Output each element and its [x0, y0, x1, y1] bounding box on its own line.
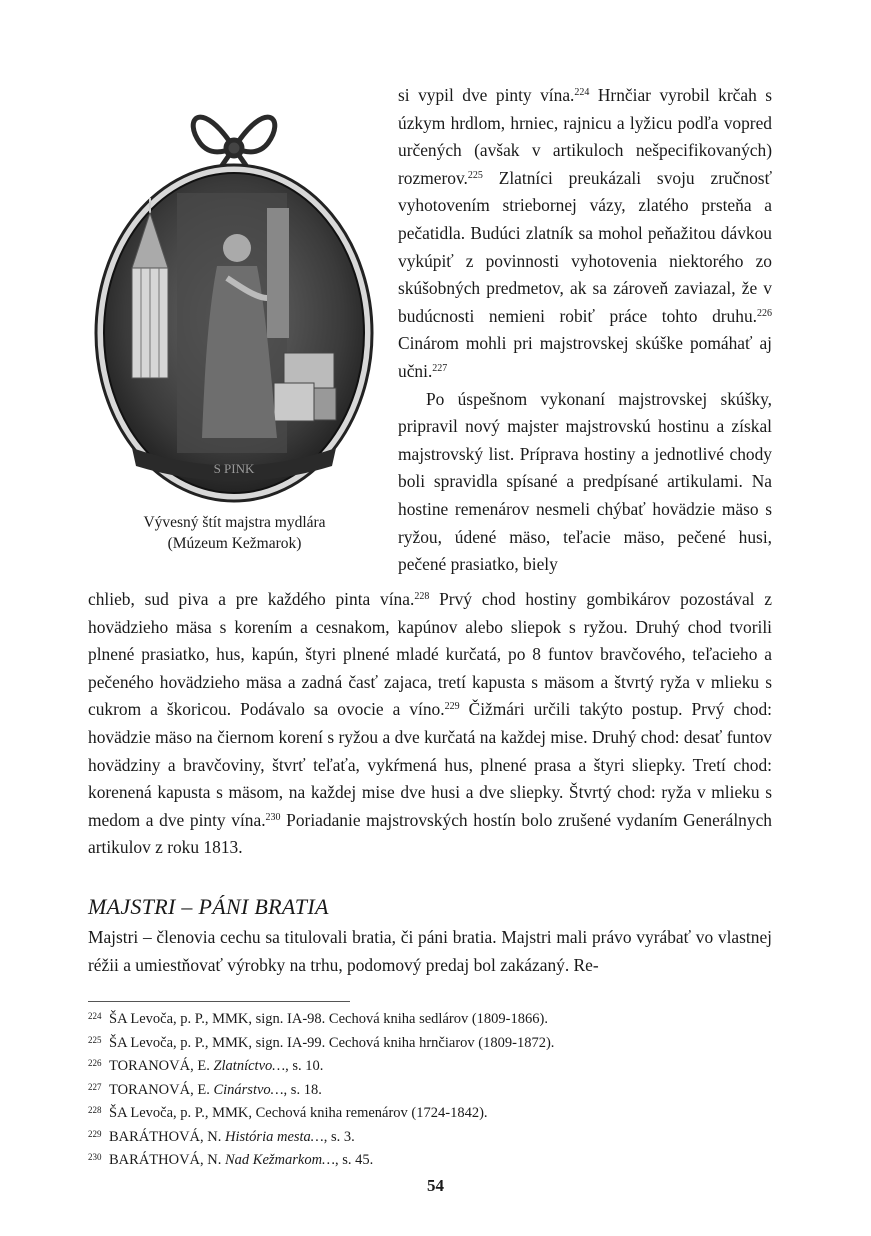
shield-inscription: S PINK — [213, 461, 255, 476]
italic-title: História mesta… — [225, 1128, 324, 1145]
footnote — [88, 1100, 772, 1124]
footnote-ref: 224 — [574, 87, 590, 98]
footnote-ref: 226 — [757, 307, 772, 319]
caption-line-1: Vývesný štít majstra mydlára — [143, 514, 326, 531]
footnote-number: 227 — [88, 1081, 102, 1092]
footnote-number: 228 — [88, 1105, 102, 1115]
footnote-number: 226 — [88, 1058, 102, 1068]
page-number: 54 — [427, 1176, 444, 1195]
footnote-number: 225 — [88, 1034, 102, 1045]
footnote-text: BARÁTHOVÁ, N. História mesta…, s. 3. — [109, 1128, 355, 1145]
footnotes — [88, 1006, 772, 1171]
footnote — [88, 1077, 772, 1101]
footnote-number: 224 — [88, 1011, 102, 1021]
footnote-ref: 230 — [265, 811, 281, 823]
figure-caption — [92, 512, 377, 554]
footnote-ref: 227 — [432, 362, 448, 374]
footnote — [88, 1147, 772, 1171]
caption-line-2: (Múzeum Kežmarok) — [167, 535, 302, 552]
footnote-text: ŠA Levoča, p. P., MMK, sign. IA-98. Cechová kniha sedlárov (1809-1866). — [109, 1011, 548, 1027]
footnote — [88, 1006, 772, 1030]
shield-illustration — [92, 88, 377, 503]
footnote-ref: 228 — [414, 591, 430, 602]
footnote-text: BARÁTHOVÁ, N. Nad Kežmarkom…, s. 45. — [109, 1152, 374, 1168]
footnote — [88, 1053, 772, 1077]
full-width-text — [88, 586, 772, 862]
section-heading: MAJSTRI – PÁNI BRATIA — [88, 894, 329, 919]
footnote-text: TORANOVÁ, E. Zlatníctvo…, s. 10. — [109, 1058, 324, 1074]
italic-title: Nad Kežmarkom… — [225, 1152, 335, 1168]
footnote — [88, 1124, 772, 1148]
paragraph: Po úspešnom vykonaní majstrovskej skúšky, pripravil nový majster majstrovskú hostinu a získal majstrovský list. Príprava hostiny a jednotlivé chody boli spravidla spísané a predpísané artikulami. Na hostine remenárov nesmeli chýbať hovädzie mäso s ryžou, údené mäso, teľacie mäso, pečené husi, pečené prasiatko, biely — [398, 388, 772, 575]
footnote-text: ŠA Levoča, p. P., MMK, Cechová kniha remenárov (1724-1842). — [109, 1105, 488, 1121]
right-column-text — [398, 82, 772, 579]
footnote-text: TORANOVÁ, E. Cinárstvo…, s. 18. — [109, 1081, 322, 1098]
paragraph: chlieb, sud piva a pre každého pinta vína.$^{228}$ Prvý chod hostiny gombikárov pozostával z hovädzieho mäsa s korením a cesnakom, kapúnov alebo sliepok s ryžou. Druhý chod tvorili plnené prasiatko, hus, kapún, štyri plnené mladé kurčatá, po 8 funtov bravčového, teľacieho a pečeného hovädzieho mäsa a zadná časť zajaca, tretí kapusta s mäsom a štvrtý ryža v mlieku s cukrom a škoricou. Podávalo sa ovocie a víno.$^{229}$ Čižmári určili takýto postup. Prvý chod: hovädzie mäso na čiernom korení s ryžou a dve kurčatá na každej mise. Druhý chod: desať funtov hovädziny a bravčoviny, štvrť teľaťa, vykŕmená hus, plnené prasa a štyri sliepky. Tretí chod: korenená kapusta s mäsom, na každej mise dve husi a dve sliepky. Štvrtý chod: ryža v mlieku s medom a dve pinty vína.$^{230}$ Poriadanie majstrovských hostín bolo zrušené vydaním Generálnych artikulov z roku 1813. — [88, 589, 773, 858]
paragraph: Majstri – členovia cechu sa titulovali bratia, či páni bratia. Majstri mali právo vyrábať vo vlastnej réžii a umiestňovať výrobky na trhu, podomový predaj bol zakázaný. Re- — [88, 927, 772, 975]
footnote-ref: 225 — [467, 169, 483, 181]
footnote-number: 230 — [88, 1152, 102, 1162]
footnote-ref: 229 — [444, 701, 460, 713]
footnote-divider — [88, 1001, 350, 1002]
section-text — [88, 924, 772, 979]
footnote-text: ŠA Levoča, p. P., MMK, sign. IA-99. Cechová kniha hrnčiarov (1809-1872). — [109, 1034, 555, 1051]
shield-figure — [92, 88, 377, 503]
paragraph: si vypil dve pinty vína.$^{224}$ Hrnčiar vyrobil krčah s úzkym hrdlom, hrniec, rajnicu a lyžicu podľa vopred určených (avšak v artikuloch nešpecifikovaných) rozmerov.$^{225}$ Zlatníci preukázali svoju zručnosť vyhotovením striebornej vázy, zlatého prsteňa a pečatidla. Budúci zlatník sa mohol peňažitou dávkou vykúpiť z povinnosti vyhotovenia niektorého zo skúšobných predmetov, ak sa zároveň zaviazal, že v budúcnosti nemieni robiť práce tohto druhu.$^{226}$ Cinárom mohli pri majstrovskej skúške pomáhať aj učni.$^{227}$ — [398, 85, 773, 381]
italic-title: Cinárstvo… — [213, 1081, 284, 1098]
footnote-number: 229 — [88, 1128, 102, 1139]
italic-title: Zlatníctvo… — [213, 1058, 286, 1074]
footnote — [88, 1030, 772, 1054]
